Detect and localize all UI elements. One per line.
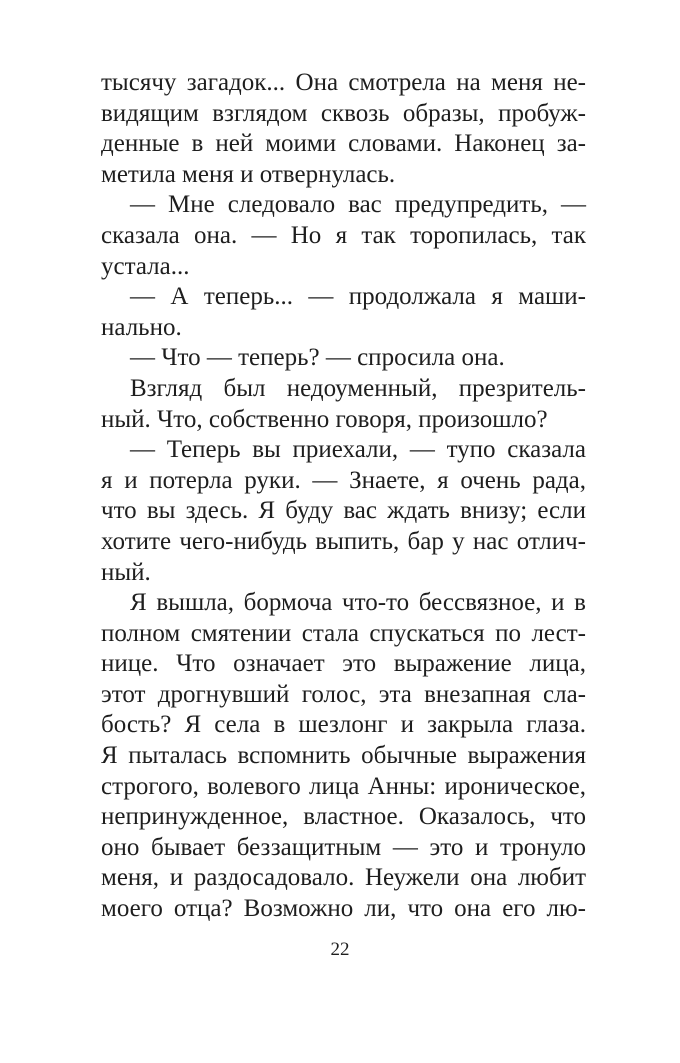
text-line: что вы здесь. Я буду вас ждать внизу; если <box>101 497 586 525</box>
text-line: — Теперь вы приехали, — тупо сказала <box>130 436 586 464</box>
text-line: хотите чего-нибудь выпить, бар у нас отлич- <box>101 527 586 555</box>
text-line: денные в ней моими словами. Наконец за- <box>101 130 586 158</box>
text-line: оно бывает беззащитным — это и тронуло <box>101 833 586 861</box>
text-line: меня, и раздосадовало. Неужели она любит <box>101 864 586 892</box>
text-line: сказала она. — Но я так торопилась, так <box>101 221 586 249</box>
text-line: ный. <box>101 558 151 586</box>
text-line: — А теперь... — продолжала я маши- <box>130 283 586 311</box>
text-line: — Что — теперь? — спросила она. <box>130 344 505 372</box>
text-line: моего отца? Возможно ли, что она его лю- <box>101 895 586 923</box>
page-number: 22 <box>330 939 350 960</box>
text-line: устала... <box>101 252 190 280</box>
text-line: полном смятении стала спускаться по лест- <box>101 619 586 647</box>
text-line: — Мне следовало вас предупредить, — <box>130 191 586 219</box>
text-line: я и потерла руки. — Знаете, я очень рада, <box>101 466 586 494</box>
text-line: тысячу загадок... Она смотрела на меня не- <box>101 69 586 96</box>
text-line: нице. Что означает это выражение лица, <box>101 650 586 678</box>
text-line: Взгляд был недоуменный, презритель- <box>130 374 586 402</box>
text-line: ный. Что, собственно говоря, произошло? <box>101 405 548 433</box>
text-line: бость? Я села в шезлонг и закрыла глаза. <box>101 711 586 739</box>
text-line: метила меня и отвернулась. <box>101 160 396 188</box>
text-line: непринужденное, властное. Оказалось, что <box>101 803 586 831</box>
text-line: нально. <box>101 313 182 341</box>
text-line: строгого, волевого лица Анны: ироническое, <box>101 772 586 800</box>
text-line: этот дрогнувший голос, эта внезапная сла- <box>101 680 586 708</box>
text-line: Я вышла, бормоча что-то бессвязное, и в <box>130 589 586 617</box>
text-line: видящим взглядом сквозь образы, пробуж- <box>101 99 586 127</box>
body-text <box>101 68 586 925</box>
text-line: Я пыталась вспомнить обычные выражения <box>101 742 586 770</box>
